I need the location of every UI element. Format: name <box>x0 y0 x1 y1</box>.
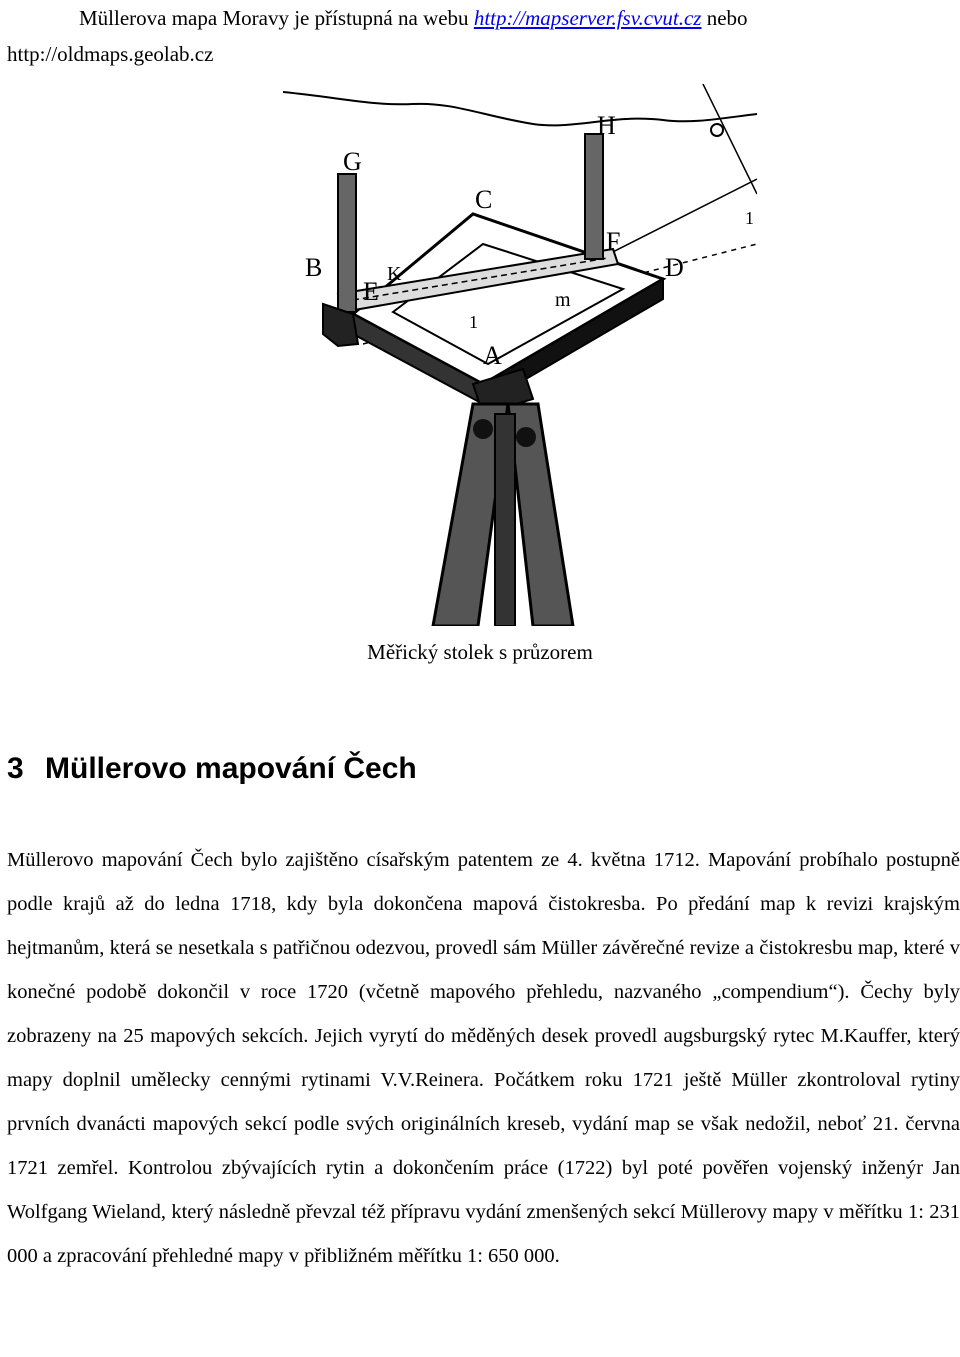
sight-vane-right <box>585 134 603 259</box>
sight-vane-left <box>338 174 356 312</box>
intro-text <box>7 0 957 72</box>
figure-label: D <box>665 253 684 282</box>
figure-label: B <box>305 253 323 282</box>
figure-label: 1 <box>745 208 754 228</box>
figure-label: H <box>597 111 616 140</box>
figure-label: E <box>363 277 379 306</box>
figure-label: C <box>475 185 493 214</box>
body-text <box>7 838 960 1278</box>
figure-caption: Měřický stolek s průzorem <box>367 640 593 664</box>
figure-label: m <box>555 289 571 311</box>
figure-label: G <box>343 147 362 176</box>
intro-prefix: Müllerova mapa Moravy je přístupná na webu <box>79 6 474 30</box>
figure-label: A <box>483 341 502 370</box>
figure-label: F <box>606 227 621 256</box>
figure-label: K <box>387 263 402 285</box>
paragraph: Müllerovo mapování Čech bylo zajištěno císařským patentem ze 4. května 1712. Mapování probíhalo postupně podle krajů až do ledna 1718, kdy byla dokončena mapová čistokresba. Po předání map k revizi krajským hejtmanům, která se nesetkala s patřičnou odezvou, provedl sám Müller závěrečné revize a čistokresbu map, které v konečné podobě dokončil v roce 1720 (včetně mapového přehledu, nazvaného „compendium“). Čechy byly zobrazeny na 25 mapových sekcích. Jejich vyrytí do měděných desek provedl augsburgský rytec M.Kauffer, který mapy doplnil umělecky cennými rytinami V.V.Reinera. Počátkem roku 1721 ještě Müller zkontroloval rytiny prvních dvanácti mapových sekcí podle svých originálních kreseb, vydání map se však nedožil, neboť 21. června 1721 zemřel. Kontrolou zbývajících rytin a dokončením práce (1722) byl poté pověřen vojenský inženýr Jan Wolfgang Wieland, který následně převzal též přípravu vydání zmenšených sekcí Müllerovy mapy v měřítku 1: 231 000 a zpracování přehledné mapy v přibližném měřítku 1: 650 000. <box>7 849 960 1267</box>
section-number: 3 <box>7 752 24 785</box>
tripod-leg-center <box>495 414 515 626</box>
mapserver-link[interactable]: http://mapserver.fsv.cvut.cz <box>473 6 702 30</box>
oldmaps-link[interactable]: http://oldmaps.geolab.cz <box>7 42 214 66</box>
section-title: Müllerovo mapování Čech <box>45 752 417 785</box>
intro-middle: nebo <box>701 6 748 30</box>
figure-label: 1 <box>469 312 478 332</box>
plane-table-illustration <box>283 84 757 626</box>
section-heading <box>7 752 417 786</box>
